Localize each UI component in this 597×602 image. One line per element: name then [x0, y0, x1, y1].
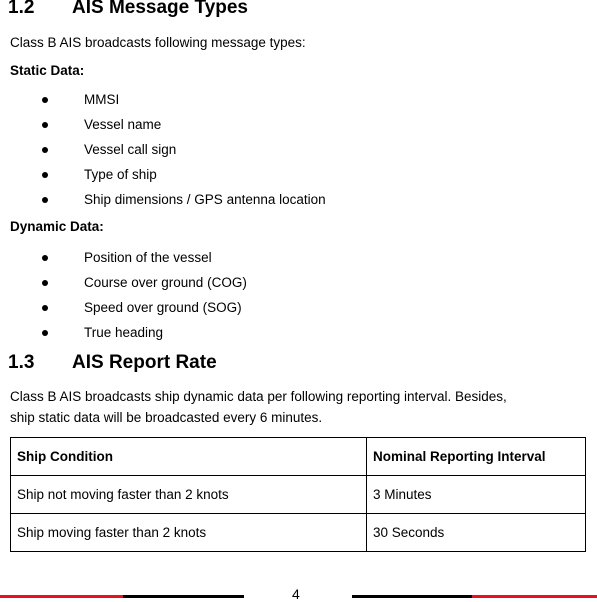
table-row	[11, 476, 586, 514]
table-header-cell: Nominal Reporting Interval	[367, 438, 586, 476]
table-cell: Ship not moving faster than 2 knots	[11, 476, 367, 514]
section-number: 1.3	[8, 352, 35, 373]
list-item: Position of the vessel	[0, 245, 247, 270]
table-cell: 3 Minutes	[367, 476, 586, 514]
section-number: 1.2	[8, 0, 35, 18]
report-rate-para-line-2: ship static data will be broadcasted every 6 minutes.	[10, 410, 323, 425]
list-item: Course over ground (COG)	[0, 270, 247, 295]
list-item: Type of ship	[0, 162, 326, 187]
table-cell: 30 Seconds	[367, 514, 586, 552]
list-item: Speed over ground (SOG)	[0, 295, 247, 320]
section-heading-message-types	[8, 0, 248, 19]
footer-bar-black-right	[352, 595, 472, 598]
dynamic-data-list	[0, 245, 247, 345]
reporting-interval-table	[10, 437, 586, 552]
table-header-cell: Ship Condition	[11, 438, 367, 476]
message-types-intro: Class B AIS broadcasts following message types:	[10, 35, 306, 50]
page-footer	[0, 586, 597, 602]
section-title: AIS Message Types	[72, 0, 249, 18]
footer-bar-red-right	[472, 595, 597, 598]
static-data-list	[0, 87, 326, 212]
list-item: Vessel call sign	[0, 137, 326, 162]
section-heading-report-rate	[8, 352, 217, 374]
table-header-row	[11, 438, 586, 476]
list-item: MMSI	[0, 87, 326, 112]
dynamic-data-heading: Dynamic Data:	[10, 219, 104, 234]
static-data-heading: Static Data:	[10, 63, 85, 78]
list-item: Ship dimensions / GPS antenna location	[0, 187, 326, 212]
footer-bar-red-left	[0, 595, 123, 598]
table-row	[11, 514, 586, 552]
page-number: 4	[292, 586, 300, 602]
list-item: True heading	[0, 320, 247, 345]
list-item: Vessel name	[0, 112, 326, 137]
section-title: AIS Report Rate	[72, 352, 217, 373]
footer-bar-black-left	[123, 595, 244, 598]
report-rate-para-line-1: Class B AIS broadcasts ship dynamic data per following reporting interval. Besides,	[10, 389, 507, 404]
table-cell: Ship moving faster than 2 knots	[11, 514, 367, 552]
